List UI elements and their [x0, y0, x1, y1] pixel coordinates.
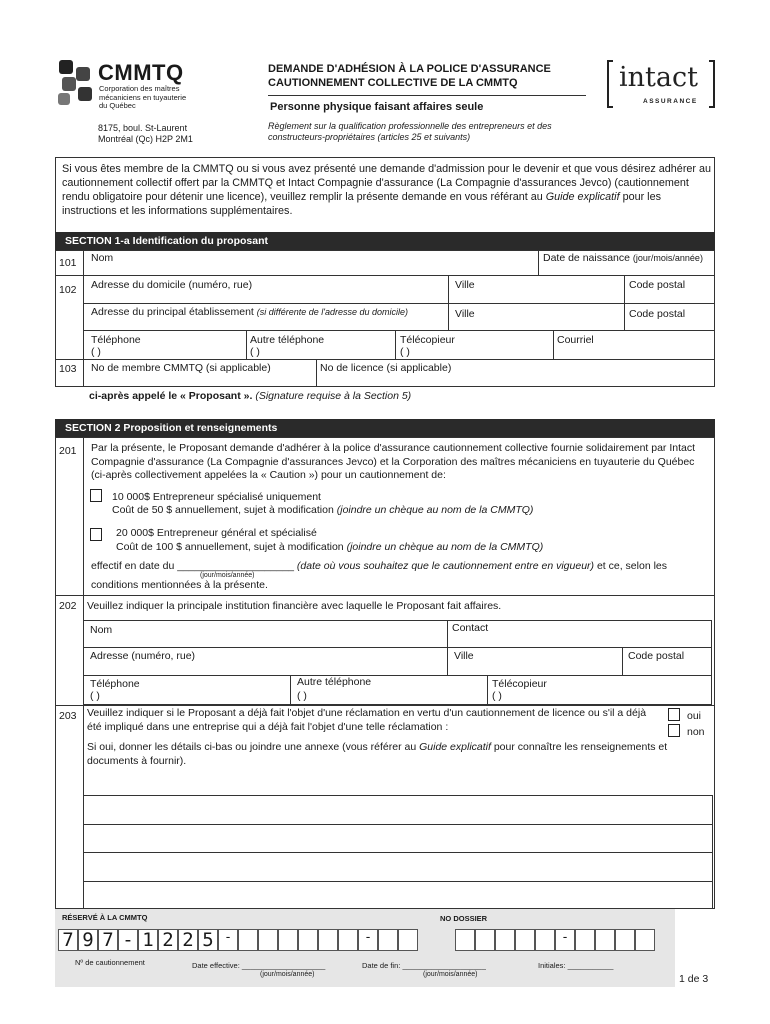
- bond-digit: 5: [198, 929, 218, 951]
- bond-cell[interactable]: [278, 929, 298, 951]
- bank-postal-field-label[interactable]: Code postal: [628, 650, 685, 662]
- effective-date-line[interactable]: effectif en date du ____________________ (date où vous souhaitez que le cautionnement entre en vigueur) et ce, selon les: [91, 560, 668, 572]
- effective-date-reserved-format: (jour/mois/année): [260, 971, 315, 978]
- dossier-cell[interactable]: [615, 929, 635, 951]
- org-subtitle: Corporation des maîtres mécaniciens en tuyauterie du Québec: [99, 84, 187, 110]
- dossier-cell[interactable]: [575, 929, 595, 951]
- other-phone-area-code: ( ): [250, 346, 260, 358]
- dossier-title: NO DOSSIER: [440, 914, 488, 923]
- claim-yes-label: oui: [687, 710, 702, 722]
- bank-fax-area-code: ( ): [492, 690, 502, 702]
- dossier-cell[interactable]: [455, 929, 475, 951]
- option-20000-cost: Coût de 100 $ annuellement, sujet à modification (joindre un chèque au nom de la CMMTQ): [116, 541, 544, 553]
- p202-text: Veuillez indiquer la principale institution financière avec laquelle le Proposant fait affaires.: [87, 600, 502, 612]
- intact-logo: [607, 60, 715, 110]
- dossier-dash: -: [555, 929, 575, 951]
- form-subtitle: Personne physique faisant affaires seule: [270, 101, 484, 113]
- claim-no-label: non: [687, 726, 705, 738]
- bond-cell[interactable]: [378, 929, 398, 951]
- phone-area-code: ( ): [91, 346, 101, 358]
- end-date-reserved-format: (jour/mois/année): [423, 971, 478, 978]
- bond-cell[interactable]: [318, 929, 338, 951]
- regulation-note: Règlement sur la qualification professionnelle des entrepreneurs et des constructeurs-propriétaires (articles 25 et suivants): [268, 121, 552, 142]
- business-address-field-label[interactable]: Adresse du principal établissement (si différente de l'adresse du domicile): [91, 306, 409, 318]
- bond-digit: 1: [138, 929, 158, 951]
- bank-address-field-label[interactable]: Adresse (numéro, rue): [90, 650, 196, 662]
- reserved-title: RÉSERVÉ À LA CMMTQ: [62, 913, 148, 922]
- dossier-cell[interactable]: [475, 929, 495, 951]
- phone-field-label[interactable]: Téléphone: [91, 334, 141, 346]
- bank-other-phone-area-code: ( ): [297, 690, 307, 702]
- option-20000-label: 20 000$ Entrepreneur général et spécialisé: [116, 527, 317, 539]
- claim-yes-checkbox[interactable]: [668, 708, 680, 721]
- bond-cell[interactable]: [338, 929, 358, 951]
- dossier-cell[interactable]: [515, 929, 535, 951]
- bank-name-field-label[interactable]: Nom: [90, 624, 113, 636]
- org-name: CMMTQ: [98, 60, 184, 85]
- bond-digit: 2: [158, 929, 178, 951]
- row-number-103: 103: [59, 363, 77, 375]
- dossier-cell[interactable]: [535, 929, 555, 951]
- bond-digit: 2: [178, 929, 198, 951]
- cmmtq-logo-icon: [56, 57, 96, 107]
- bank-contact-field-label[interactable]: Contact: [452, 622, 489, 634]
- dob-field-label[interactable]: Date de naissance (jour/mois/année): [543, 252, 703, 264]
- bond-digit: 9: [78, 929, 98, 951]
- bond-digit: 7: [58, 929, 78, 951]
- option-20000-checkbox[interactable]: [90, 528, 102, 541]
- row-number-101: 101: [59, 257, 77, 269]
- title-rule: [268, 95, 586, 96]
- page-number: 1 de 3: [679, 973, 709, 985]
- member-number-field-label[interactable]: No de membre CMMTQ (si applicable): [91, 362, 271, 374]
- p201-text: Par la présente, le Proposant demande d'adhérer à la police d'assurance cautionnement collective fournie solidairement par Intact Compagnie d'assurance (La Compagnie d'assurances Jevco) et la Corporation des maîtres mécaniciens en tuyauterie du Québec (ci-après collectivement appelées la « Caution ») pour un cautionnement de:: [91, 442, 696, 481]
- bond-cell[interactable]: [238, 929, 258, 951]
- bank-phone-field-label[interactable]: Téléphone: [90, 678, 140, 690]
- bond-dash: -: [218, 929, 238, 951]
- p203-text: Veuillez indiquer si le Proposant a déjà fait l'objet d'une réclamation en vertu d'un cautionnement de licence ou s'il a déjà été impliqué dans une entreprise qui a déjà fait l'objet d'une telle réclamation :: [87, 707, 647, 733]
- bank-city-field-label[interactable]: Ville: [454, 650, 474, 662]
- bond-number-label: Nº de cautionnement: [75, 958, 145, 967]
- section1-heading: SECTION 1-a Identification du proposant: [55, 232, 715, 250]
- option-10000-cost: Coût de 50 $ annuellement, sujet à modification (joindre un chèque au nom de la CMMTQ): [112, 504, 534, 516]
- row-number-203: 203: [59, 710, 77, 722]
- licence-number-field-label[interactable]: No de licence (si applicable): [320, 362, 452, 374]
- bracket-left-icon: [607, 60, 613, 108]
- home-city-field-label[interactable]: Ville: [455, 279, 475, 291]
- end-date-reserved[interactable]: Date de fin: ____________________: [362, 961, 486, 970]
- email-field-label[interactable]: Courriel: [557, 334, 594, 346]
- bracket-right-icon: [709, 60, 715, 108]
- bond-cell[interactable]: [398, 929, 418, 951]
- row-number-202: 202: [59, 600, 77, 612]
- option-10000-label: 10 000$ Entrepreneur spécialisé uniquement: [112, 491, 321, 503]
- insurer-name: intact: [619, 62, 698, 93]
- option-10000-checkbox[interactable]: [90, 489, 102, 502]
- bond-dash: -: [358, 929, 378, 951]
- proposant-line: ci-après appelé le « Proposant ». (Signature requise à la Section 5): [89, 390, 412, 402]
- bond-cell[interactable]: [298, 929, 318, 951]
- row-number-102: 102: [59, 284, 77, 296]
- effective-date-format: (jour/mois/année): [200, 572, 255, 579]
- bank-fax-field-label[interactable]: Télécopieur: [492, 678, 547, 690]
- business-city-field-label[interactable]: Ville: [455, 308, 475, 320]
- cmmtq-logo: [56, 57, 96, 107]
- dossier-cell[interactable]: [635, 929, 655, 951]
- bank-other-phone-field-label[interactable]: Autre téléphone: [297, 676, 372, 688]
- bond-digit: 7: [98, 929, 118, 951]
- dossier-cell[interactable]: [495, 929, 515, 951]
- bond-cell[interactable]: [258, 929, 278, 951]
- insurer-sub: ASSURANCE: [643, 98, 698, 105]
- fax-area-code: ( ): [400, 346, 410, 358]
- effective-date-reserved[interactable]: Date effective: ____________________: [192, 961, 326, 970]
- business-postal-field-label[interactable]: Code postal: [629, 308, 686, 320]
- form-title: DEMANDE D'ADHÉSION À LA POLICE D'ASSURANCE CAUTIONNEMENT COLLECTIVE DE LA CMMTQ: [268, 63, 551, 89]
- fax-field-label[interactable]: Télécopieur: [400, 334, 455, 346]
- details-text: Si oui, donner les détails ci-bas ou joindre une annexe (vous référer au Guide explicatif pour connaître les renseignements et documents à fournir).: [87, 741, 668, 767]
- other-phone-field-label[interactable]: Autre téléphone: [250, 334, 325, 346]
- bank-phone-area-code: ( ): [90, 690, 100, 702]
- name-field-label[interactable]: Nom: [91, 252, 114, 264]
- claim-no-checkbox[interactable]: [668, 724, 680, 737]
- bond-digit: -: [118, 929, 138, 951]
- intro-text: Si vous êtes membre de la CMMTQ ou si vous avez présenté une demande d'admission pour le devenir et que vous désirez adhérer au cautionnement collectif offert par la CMMTQ et Intact Compagnie d'assurance (La Compagnie d'assurances Jevco) (cautionnement rendu obligatoire pour détenir une licence), veuillez remplir la présente demande en vous référant au Guide explicatif pour les instructions et les informations supplémentaires.: [62, 163, 712, 217]
- initials-reserved[interactable]: Initiales: ___________: [538, 961, 614, 970]
- home-address-field-label[interactable]: Adresse du domicile (numéro, rue): [91, 279, 253, 291]
- dossier-cell[interactable]: [595, 929, 615, 951]
- details-answer-area[interactable]: [84, 796, 712, 908]
- home-postal-field-label[interactable]: Code postal: [629, 279, 686, 291]
- row-number-201: 201: [59, 445, 77, 457]
- conditions-text: conditions mentionnées à la présente.: [91, 579, 268, 591]
- org-address: 8175, boul. St-Laurent Montréal (Qc) H2P 2M1: [98, 123, 193, 144]
- section2-heading: SECTION 2 Proposition et renseignements: [55, 419, 715, 437]
